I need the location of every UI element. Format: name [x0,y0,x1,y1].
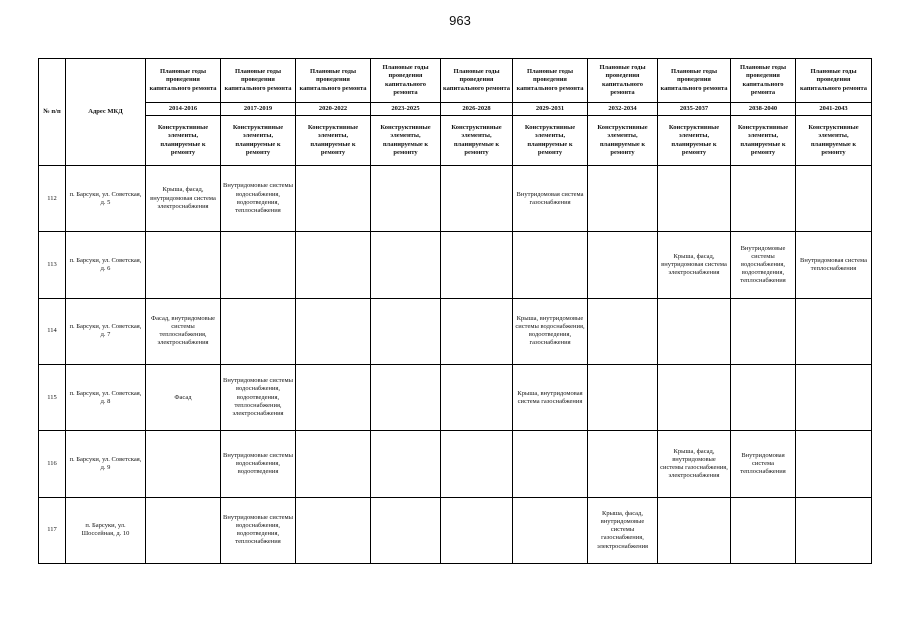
table-cell [146,431,221,497]
table-cell [221,298,296,364]
table-cell [731,364,796,430]
header-year-range: 2023-2025 [371,103,441,116]
table-cell [731,166,796,232]
table-cell [796,431,872,497]
table-row [39,364,872,430]
table-cell [441,431,513,497]
table-row [39,431,872,497]
table-cell: Крыша, фасад, внутридомовая система электроснабжения [146,166,221,232]
table-cell [146,232,221,298]
table-cell [371,364,441,430]
table-cell [296,298,371,364]
table-cell [221,232,296,298]
table-row [39,497,872,563]
table-cell [371,166,441,232]
table-cell [513,431,588,497]
header-number: № п/п [39,59,66,166]
table-cell: Внутридомовая система теплоснабжения [731,431,796,497]
table-cell [371,298,441,364]
row-number: 117 [39,497,66,563]
header-elements: Конструктивные элементы, планируемые к ремонту [658,116,731,166]
row-address: п. Барсуки, ул. Советская, д. 8 [66,364,146,430]
table-cell [588,298,658,364]
table-cell [588,232,658,298]
header-plan-years: Плановые годы проведения капитального ремонта [658,59,731,103]
table-row [39,166,872,232]
table-cell [513,497,588,563]
page-number: 963 [449,13,471,28]
table-cell [371,431,441,497]
row-number: 114 [39,298,66,364]
row-address: п. Барсуки, ул. Шоссейная, д. 10 [66,497,146,563]
header-row-elements [39,116,872,166]
header-elements: Конструктивные элементы, планируемые к ремонту [146,116,221,166]
header-year-range: 2020-2022 [296,103,371,116]
capital-repair-plan-table [38,58,872,564]
header-elements: Конструктивные элементы, планируемые к ремонту [371,116,441,166]
header-elements: Конструктивные элементы, планируемые к ремонту [513,116,588,166]
table-cell [588,166,658,232]
header-plan-years: Плановые годы проведения капитального ремонта [588,59,658,103]
table-cell [731,497,796,563]
table-cell [371,497,441,563]
header-plan-years: Плановые годы проведения капитального ремонта [221,59,296,103]
row-number: 116 [39,431,66,497]
table-cell: Внутридомовые системы водоснабжения, водоотведения, теплоснабжения [221,497,296,563]
table-cell: Крыша, фасад, внутридомовые системы газоснабжения, электроснабжения [588,497,658,563]
header-plan-years: Плановые годы проведения капитального ремонта [796,59,872,103]
table-cell [296,364,371,430]
header-row-plan [39,59,872,103]
header-plan-years: Плановые годы проведения капитального ремонта [513,59,588,103]
header-year-range: 2014-2016 [146,103,221,116]
header-plan-years: Плановые годы проведения капитального ремонта [146,59,221,103]
table-cell: Крыша, фасад, внутридомовые системы газоснабжения, электроснабжения [658,431,731,497]
table-row [39,298,872,364]
row-number: 112 [39,166,66,232]
table-cell [796,497,872,563]
header-year-range: 2032-2034 [588,103,658,116]
table-cell [441,166,513,232]
table-cell [658,497,731,563]
table-cell [731,298,796,364]
table-cell [658,298,731,364]
header-year-range: 2038-2040 [731,103,796,116]
table-cell [146,497,221,563]
table-cell [588,431,658,497]
table-cell [441,497,513,563]
table-cell: Внутридомовая система газоснабжения [513,166,588,232]
header-row-years [39,103,872,116]
header-elements: Конструктивные элементы, планируемые к ремонту [441,116,513,166]
table-cell [796,364,872,430]
table-cell: Крыша, внутридомовые системы водоснабжения, водоотведения, газоснабжения [513,298,588,364]
table-cell [796,166,872,232]
table-cell [658,166,731,232]
header-plan-years: Плановые годы проведения капитального ремонта [731,59,796,103]
table-cell: Внутридомовые системы водоснабжения, водоотведения, теплоснабжения [221,166,296,232]
header-address: Адрес МКД [66,59,146,166]
table-cell [296,431,371,497]
header-elements: Конструктивные элементы, планируемые к ремонту [731,116,796,166]
table-cell [513,232,588,298]
table-cell [441,298,513,364]
table-cell [441,232,513,298]
table-cell: Фасад [146,364,221,430]
table-cell [296,497,371,563]
table-cell: Крыша, внутридомовая система газоснабжения [513,364,588,430]
row-address: п. Барсуки, ул. Советская, д. 9 [66,431,146,497]
header-year-range: 2017-2019 [221,103,296,116]
table-cell [296,166,371,232]
header-year-range: 2041-2043 [796,103,872,116]
header-plan-years: Плановые годы проведения капитального ремонта [441,59,513,103]
table-cell [371,232,441,298]
table-cell: Внутридомовые системы водоснабжения, водоотведения [221,431,296,497]
table-cell [658,364,731,430]
header-elements: Конструктивные элементы, планируемые к ремонту [796,116,872,166]
row-number: 115 [39,364,66,430]
header-elements: Конструктивные элементы, планируемые к ремонту [296,116,371,166]
header-year-range: 2026-2028 [441,103,513,116]
header-year-range: 2029-2031 [513,103,588,116]
header-plan-years: Плановые годы проведения капитального ремонта [371,59,441,103]
row-address: п. Барсуки, ул. Советская, д. 7 [66,298,146,364]
table-cell: Фасад, внутридомовые системы теплоснабжения, электроснабжения [146,298,221,364]
table-cell: Внутридомовые системы водоснабжения, водоотведения, теплоснабжения [731,232,796,298]
table-cell: Внутридомовая система теплоснабжения [796,232,872,298]
row-address: п. Барсуки, ул. Советская, д. 6 [66,232,146,298]
row-address: п. Барсуки, ул. Советская, д. 5 [66,166,146,232]
row-number: 113 [39,232,66,298]
table-cell: Внутридомовые системы водоснабжения, водоотведения, теплоснабжения, электроснабжения [221,364,296,430]
table-cell [441,364,513,430]
table-cell: Крыша, фасад, внутридомовая система электроснабжения [658,232,731,298]
table-cell [796,298,872,364]
table-cell [296,232,371,298]
header-elements: Конструктивные элементы, планируемые к ремонту [588,116,658,166]
header-plan-years: Плановые годы проведения капитального ремонта [296,59,371,103]
table-cell [588,364,658,430]
header-elements: Конструктивные элементы, планируемые к ремонту [221,116,296,166]
table-row [39,232,872,298]
header-year-range: 2035-2037 [658,103,731,116]
